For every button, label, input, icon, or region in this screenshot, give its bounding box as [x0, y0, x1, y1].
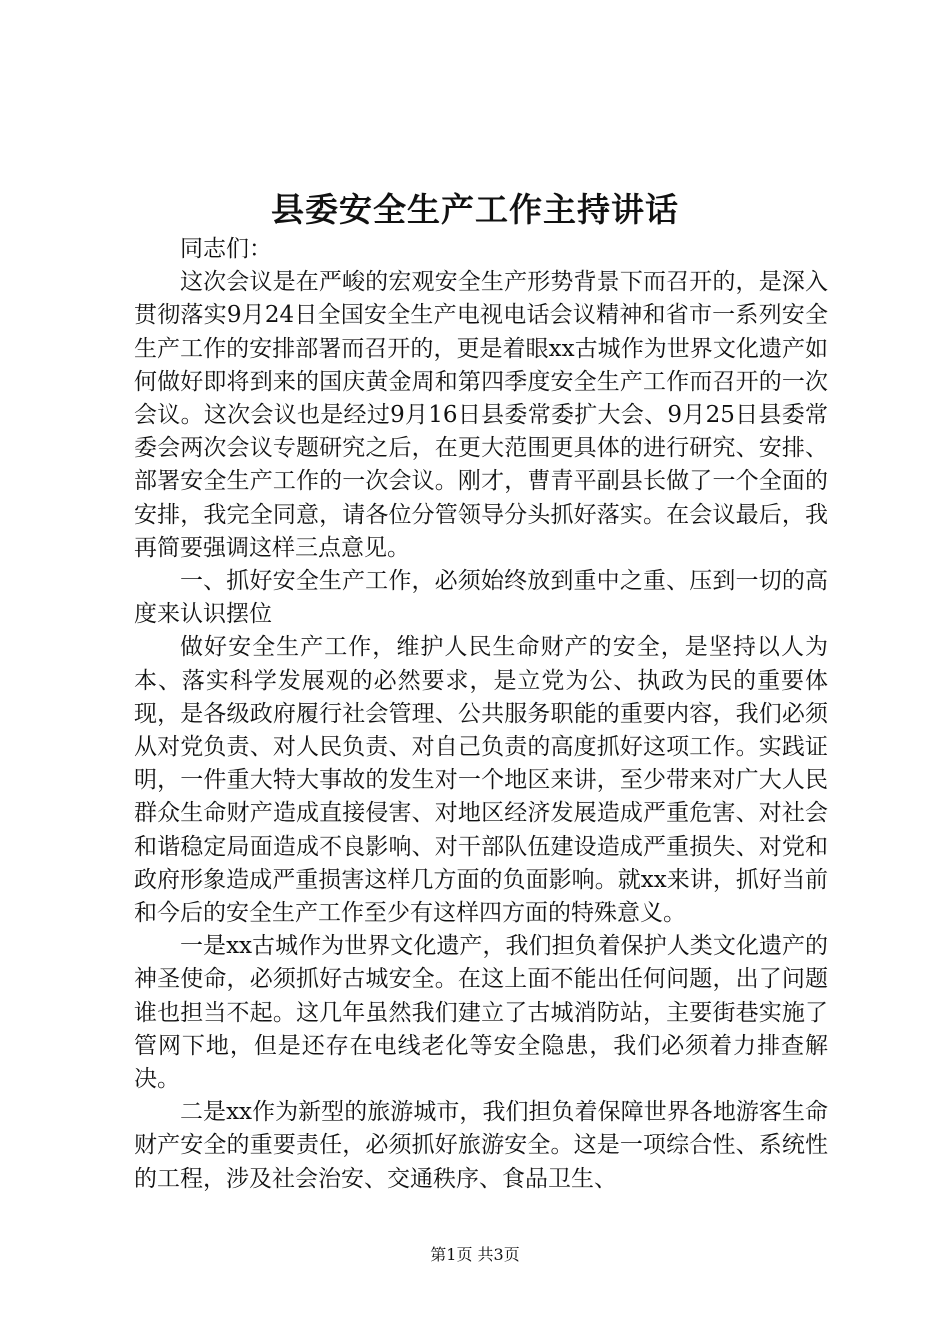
section-heading-1: 一、抓好安全生产工作，必须始终放到重中之重、压到一切的高度来认识摆位 — [134, 568, 828, 628]
document-body — [134, 233, 828, 1196]
page-number-footer: 第1页 共3页 — [430, 1245, 520, 1264]
intro-paragraph: 这次会议是在严峻的宏观安全生产形势背景下而召开的，是深入贯彻落实9月24日全国安全生产电视电话会议精神和省市一系列安全生产工作的安排部署而召开的，更是着眼xx古城作为世界文化遗产如何做好即将到来的国庆黄金周和第四季度安全生产工作而召开的一次会议。这次会议也是经过9月16日县委常委扩大会、9月25日县委常委会两次会议专题研究之后，在更大范围更具体的进行研究、安排、部署安全生产工作的一次会议。刚才，曹青平副县长做了一个全面的安排，我完全同意，请各位分管领导分头抓好落实。在会议最后，我再简要强调这样三点意见。 — [134, 269, 828, 561]
document-title: 县委安全生产工作主持讲话 — [271, 190, 679, 229]
body-paragraph: 二是xx作为新型的旅游城市，我们担负着保障世界各地游客生命财产安全的重要责任，必须抓好旅游安全。这是一项综合性、系统性的工程，涉及社会治安、交通秩序、食品卫生、 — [134, 1099, 828, 1192]
body-paragraph: 一是xx古城作为世界文化遗产，我们担负着保护人类文化遗产的神圣使命，必须抓好古城安全。在这上面不能出任何问题，出了问题谁也担当不起。这几年虽然我们建立了古城消防站，主要街巷实施了管网下地，但是还存在电线老化等安全隐患，我们必须着力排查解决。 — [134, 933, 828, 1093]
body-paragraph: 做好安全生产工作，维护人民生命财产的安全，是坚持以人为本、落实科学发展观的必然要求，是立党为公、执政为民的重要体现，是各级政府履行社会管理、公共服务职能的重要内容，我们必须从对党负责、对人民负责、对自己负责的高度抓好这项工作。实践证明，一件重大特大事故的发生对一个地区来讲，至少带来对广大人民群众生命财产造成直接侵害、对地区经济发展造成严重危害、对社会和谐稳定局面造成不良影响、对干部队伍建设造成严重损失、对党和政府形象造成严重损害这样几方面的负面影响。就xx来讲，抓好当前和今后的安全生产工作至少有这样四方面的特殊意义。 — [134, 634, 828, 927]
salutation-paragraph: 同志们： — [180, 236, 272, 262]
